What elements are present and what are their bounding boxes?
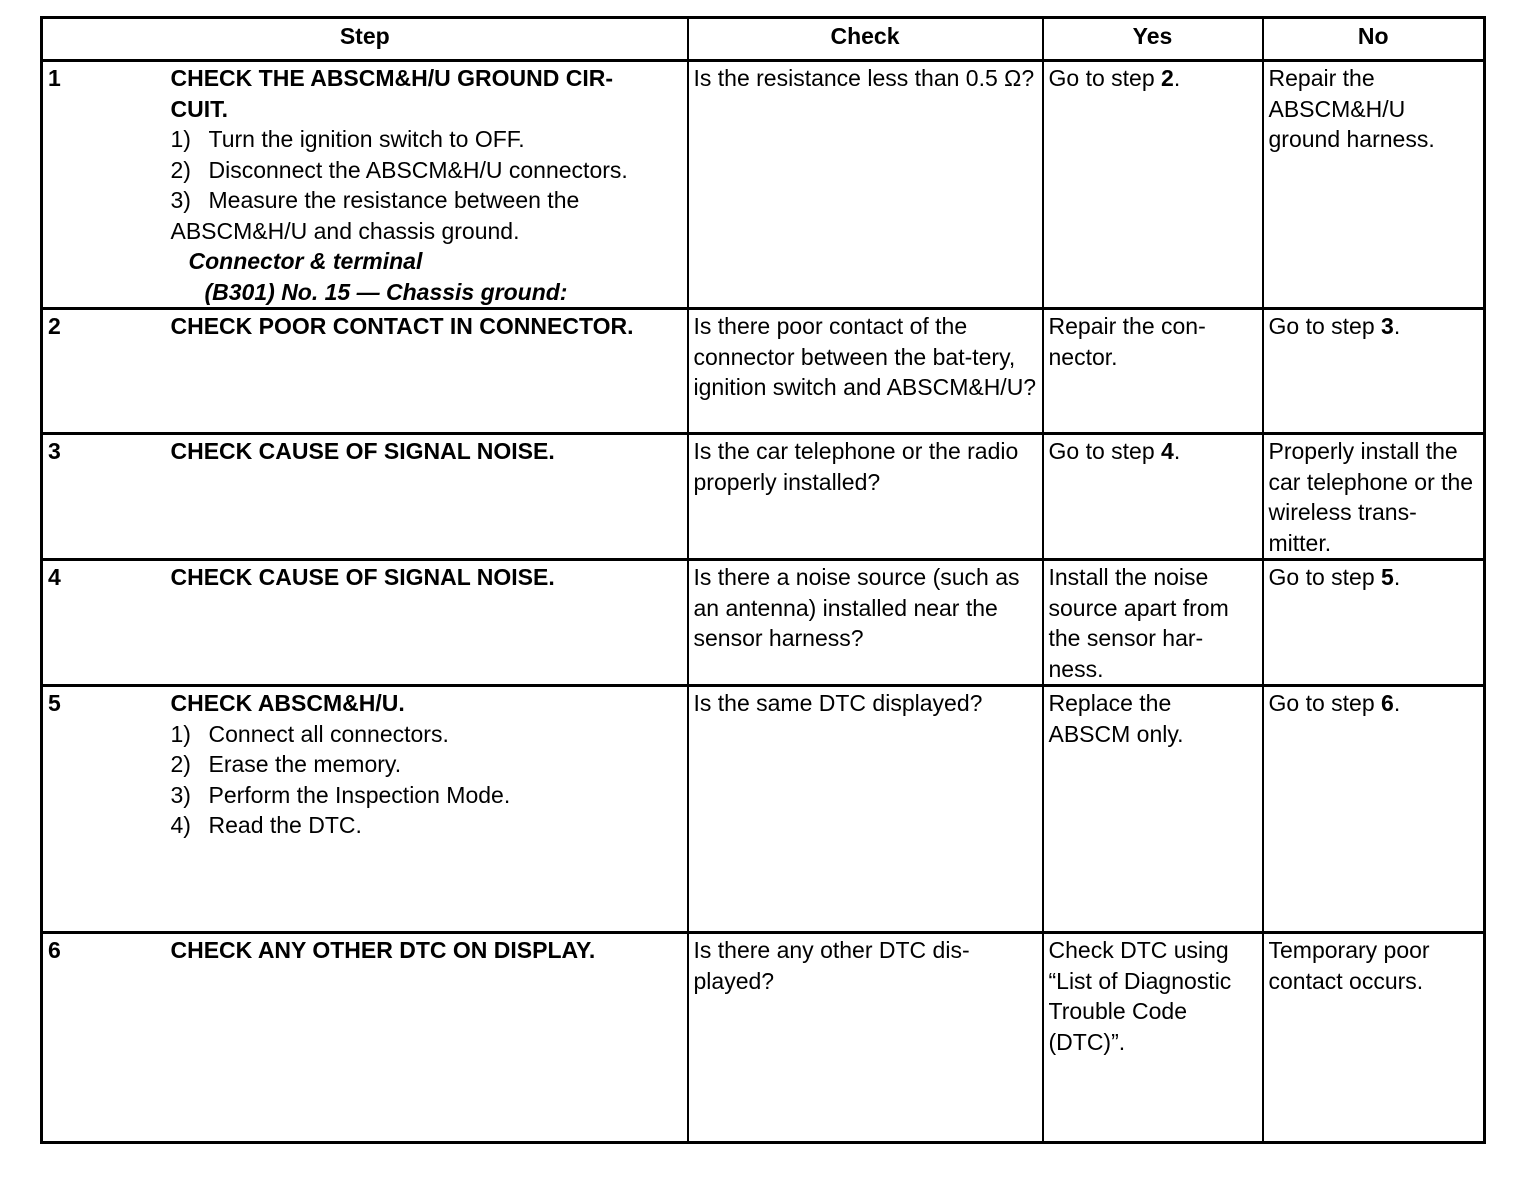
table-row — [42, 309, 1485, 434]
spec-label: Connector & terminal — [188, 248, 423, 274]
step-cell — [166, 434, 688, 560]
step-number: 2 — [42, 309, 166, 434]
substep: 2) Erase the memory. — [170, 751, 402, 777]
diagnostic-table — [40, 16, 1486, 1144]
step-ref: 6 — [1381, 690, 1394, 716]
step-ref: 5 — [1381, 564, 1394, 590]
check-cell: Is there a noise source (such as an antenna) installed near the sensor harness? — [688, 560, 1043, 686]
yes-cell: Check DTC using “List of Diagnostic Trouble Code (DTC)”. — [1043, 933, 1263, 1143]
no-cell: Go to step 6. — [1263, 686, 1485, 933]
substep: 3) Measure the resistance between the — [170, 187, 580, 213]
check-cell: Is there any other DTC dis-played? — [688, 933, 1043, 1143]
header-check: Check — [688, 18, 1043, 61]
step-title: CHECK POOR CONTACT IN CONNECTOR. — [170, 313, 634, 339]
yes-cell: Replace the ABSCM only. — [1043, 686, 1263, 933]
no-cell: Go to step 5. — [1263, 560, 1485, 686]
yes-cell: Go to step 2. — [1043, 61, 1263, 309]
header-step: Step — [42, 18, 688, 61]
step-cell — [166, 61, 688, 309]
step-number: 1 — [42, 61, 166, 309]
check-cell: Is the car telephone or the radio properly installed? — [688, 434, 1043, 560]
substep-continuation: ABSCM&H/U and chassis ground. — [170, 217, 520, 244]
yes-cell: Go to step 4. — [1043, 434, 1263, 560]
step-title: CHECK THE ABSCM&H/U GROUND CIR- — [170, 65, 614, 91]
no-cell: Go to step 3. — [1263, 309, 1485, 434]
step-cell — [166, 560, 688, 686]
step-title: CHECK ANY OTHER DTC ON DISPLAY. — [170, 937, 596, 963]
step-title: CHECK ABSCM&H/U. — [170, 690, 405, 716]
table-row — [42, 560, 1485, 686]
table-row — [42, 61, 1485, 309]
substep: 1) Connect all connectors. — [170, 720, 449, 747]
yes-cell: Repair the con-nector. — [1043, 309, 1263, 434]
no-cell: Temporary poor contact occurs. — [1263, 933, 1485, 1143]
spec-value: (B301) No. 15 — Chassis ground: — [204, 278, 568, 305]
step-title: CHECK CAUSE OF SIGNAL NOISE. — [170, 438, 555, 464]
step-title: CHECK CAUSE OF SIGNAL NOISE. — [170, 564, 555, 590]
substep: 2) Disconnect the ABSCM&H/U connectors. — [170, 156, 628, 183]
check-cell: Is the resistance less than 0.5 Ω? — [688, 61, 1043, 309]
table-row — [42, 933, 1485, 1143]
substep: 3) Perform the Inspection Mode. — [170, 781, 511, 808]
header-no: No — [1263, 18, 1485, 61]
step-ref: 3 — [1381, 313, 1394, 339]
header-yes: Yes — [1043, 18, 1263, 61]
table-row — [42, 686, 1485, 933]
step-ref: 2 — [1161, 65, 1174, 91]
check-cell: Is the same DTC displayed? — [688, 686, 1043, 933]
step-cell — [166, 933, 688, 1143]
no-cell: Repair the ABSCM&H/U ground harness. — [1263, 61, 1485, 309]
header-row — [42, 18, 1485, 61]
step-number: 5 — [42, 686, 166, 933]
step-number: 6 — [42, 933, 166, 1143]
step-number: 4 — [42, 560, 166, 686]
yes-cell: Install the noise source apart from the sensor har-ness. — [1043, 560, 1263, 686]
step-number: 3 — [42, 434, 166, 560]
step-title-cont: CUIT. — [170, 95, 228, 122]
step-cell — [166, 686, 688, 933]
step-ref: 4 — [1161, 438, 1174, 464]
check-cell: Is there poor contact of the connector between the bat-tery, ignition switch and ABSCM&H/U? — [688, 309, 1043, 434]
step-cell — [166, 309, 688, 434]
substep: 4) Read the DTC. — [170, 812, 362, 838]
substep: 1) Turn the ignition switch to OFF. — [170, 126, 525, 152]
table-row — [42, 434, 1485, 560]
no-cell: Properly install the car telephone or the wireless trans-mitter. — [1263, 434, 1485, 560]
